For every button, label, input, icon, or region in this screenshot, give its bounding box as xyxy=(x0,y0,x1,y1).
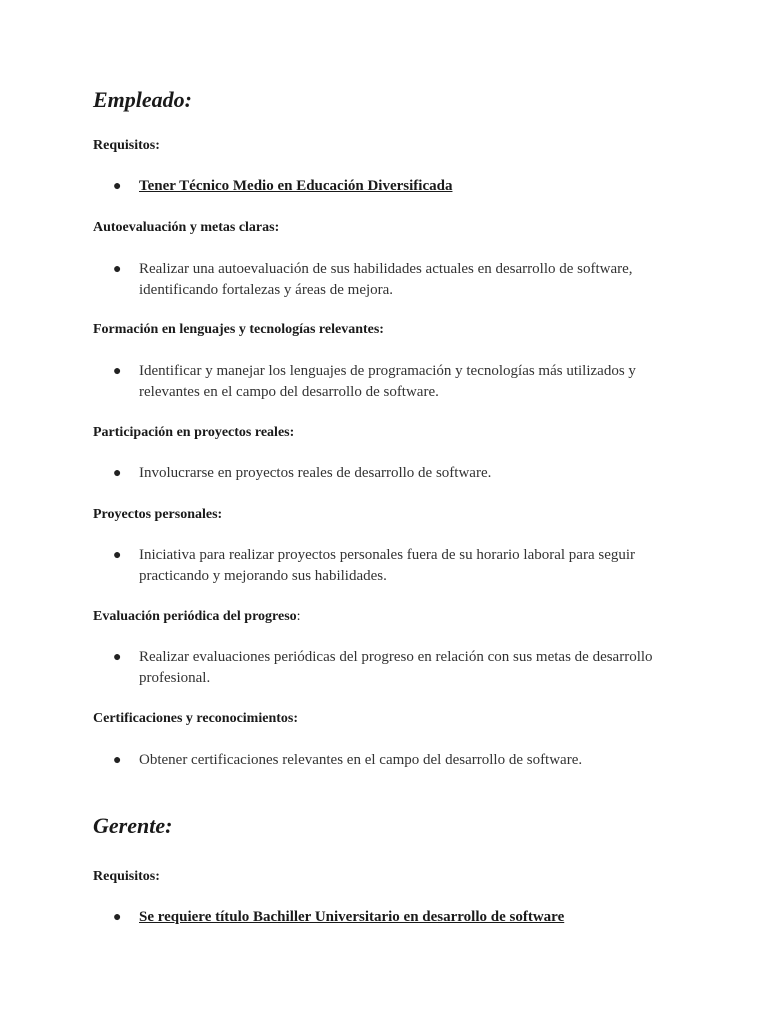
bullet-icon: ● xyxy=(113,753,122,768)
block-label-certificaciones: Certificaciones y reconocimientos: xyxy=(93,711,299,726)
list-item-text: Obtener certificaciones relevantes en el campo del desarrollo de software. xyxy=(139,752,583,768)
block-label-participacion: Participación en proyectos reales: xyxy=(93,425,295,440)
requisitos-label-empleado xyxy=(93,137,160,155)
list-item-text: Involucrarse en proyectos reales de desarrollo de software. xyxy=(139,465,492,481)
bullet-icon: ● xyxy=(113,466,122,481)
block-label-evaluacion xyxy=(93,608,301,626)
list-item-certificaciones xyxy=(113,750,683,771)
bullet-icon: ● xyxy=(113,262,122,277)
requisitos-label-gerente: Requisitos: xyxy=(93,869,160,884)
list-item-participacion xyxy=(113,463,683,484)
block-label-evaluacion-colon: : xyxy=(296,609,301,624)
bullet-icon: ● xyxy=(113,364,122,379)
bullet-icon: ● xyxy=(113,650,122,665)
requisito-text: Se requiere título Bachiller Universitario en desarrollo de software xyxy=(139,909,565,925)
list-item-requisito-empleado xyxy=(113,176,683,197)
list-item-text: Realizar evaluaciones periódicas del progreso en relación con sus metas de desarrollo profesional. xyxy=(139,649,653,686)
list-item-evaluacion xyxy=(113,647,683,689)
list-item-autoevaluacion xyxy=(113,259,683,301)
list-item-text: Identificar y manejar los lenguajes de programación y tecnologías más utilizados y relevantes en el campo del desarrollo de software. xyxy=(139,363,636,400)
requisito-text: Tener Técnico Medio en Educación Diversificada xyxy=(139,178,453,194)
section-title-empleado: Empleado: xyxy=(93,87,192,112)
bullet-icon: ● xyxy=(113,179,122,194)
block-label-autoevaluacion: Autoevaluación y metas claras: xyxy=(93,220,280,235)
bullet-icon: ● xyxy=(113,548,122,563)
block-label-formacion: Formación en lenguajes y tecnologías relevantes: xyxy=(93,322,384,337)
list-item-proyectos-personales xyxy=(113,545,683,587)
block-label-evaluacion-text: Evaluación periódica del progreso xyxy=(93,609,297,624)
block-label-proyectos-personales: Proyectos personales: xyxy=(93,507,223,522)
list-item-requisito-gerente xyxy=(113,907,683,928)
list-item-text: Realizar una autoevaluación de sus habilidades actuales en desarrollo de software, identificando fortalezas y áreas de mejora. xyxy=(139,261,633,298)
requisitos-label-text: Requisitos: xyxy=(93,138,160,153)
list-item-formacion xyxy=(113,361,683,403)
list-item-text: Iniciativa para realizar proyectos personales fuera de su horario laboral para seguir practicando y mejorando sus habilidades. xyxy=(139,547,636,584)
bullet-icon: ● xyxy=(113,910,122,925)
section-title-gerente: Gerente: xyxy=(93,813,173,838)
